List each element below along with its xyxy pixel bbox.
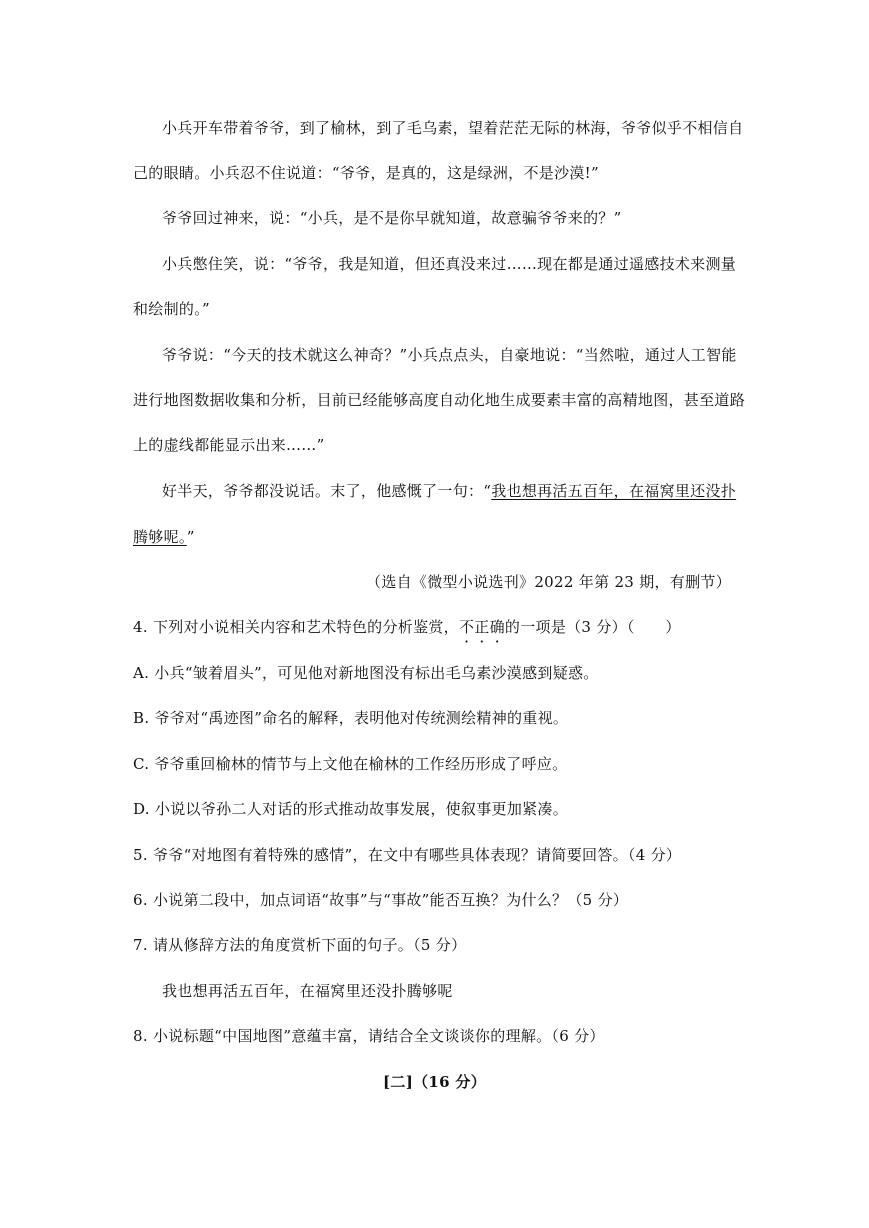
option-d: D. 小说以爷孙二人对话的形式推动故事发展，使叙事更加紧凑。 — [133, 800, 569, 818]
question-4-prefix: 4. 下列对小说相关内容和艺术特色的分析鉴赏， — [133, 618, 459, 636]
question-7-quote: 我也想再活五百年，在福窝里还没扑腾够呢 — [162, 982, 453, 1000]
emphasis-dot-char: 确 — [489, 618, 505, 636]
emphasis-dot-char: 正 — [474, 618, 490, 636]
story-paragraph-4-line-1: 爷爷说：“今天的技术就这么神奇？”小兵点点头，自豪地说：“当然啦，通过人工智能 — [162, 346, 737, 364]
story-paragraph-3-line-2: 和绘制的。” — [133, 300, 210, 318]
story-paragraph-1-line-2: 己的眼睛。小兵忍不住说道：“爷爷，是真的，这是绿洲，不是沙漠!” — [133, 164, 599, 182]
question-4 — [133, 616, 681, 638]
option-b: B. 爷爷对“禹迹图”命名的解释，表明他对传统测绘精神的重视。 — [133, 709, 569, 727]
option-a: A. 小兵“皱着眉头”，可见他对新地图没有标出毛乌素沙漠感到疑惑。 — [133, 664, 599, 682]
option-c: C. 爷爷重回榆林的情节与上文他在榆林的工作经历形成了呼应。 — [133, 755, 568, 773]
story-paragraph-5-line-1 — [162, 480, 736, 502]
question-6: 6. 小说第二段中，加点词语“故事”与“事故”能否互换？为什么？（5 分） — [133, 891, 629, 909]
story-paragraph-3-line-1: 小兵憋住笑，说：“爷爷，我是知道，但还真没来过……现在都是通过遥感技术来测量 — [162, 255, 737, 273]
source-citation: （选自《微型小说选刊》2022 年第 23 期，有删节） — [366, 573, 731, 591]
story-paragraph-4-line-3: 上的虚线都能显示出来……” — [133, 436, 325, 454]
story-paragraph-1-line-1: 小兵开车带着爷爷，到了榆林，到了毛乌素，望着茫茫无际的林海，爷爷似乎不相信自 — [162, 119, 744, 137]
question-4-suffix: 的一项是（3 分）（ ） — [504, 618, 681, 636]
question-7: 7. 请从修辞方法的角度赏析下面的句子。（5 分） — [133, 936, 467, 954]
closing-quote: ” — [186, 528, 195, 546]
story-paragraph-4-line-2: 进行地图数据收集和分析，目前已经能够高度自动化地生成要素丰富的高精地图，甚至道路 — [133, 391, 746, 409]
underlined-quote-end: 腾够呢。 — [133, 528, 187, 546]
question-8: 8. 小说标题“中国地图”意蕴丰富，请结合全文谈谈你的理解。（6 分） — [133, 1027, 605, 1045]
underlined-quote: 我也想再活五百年，在福窝里还没扑 — [491, 482, 737, 500]
question-5: 5. 爷爷“对地图有着特殊的感情”，在文中有哪些具体表现？请简要回答。（4 分） — [133, 846, 682, 864]
section-heading: [二]（16 分） — [383, 1073, 486, 1091]
story-paragraph-5-line-2 — [133, 526, 195, 548]
emphasis-dot-char: 不 — [458, 618, 475, 636]
story-paragraph-2: 爷爷回过神来，说：“小兵，是不是你早就知道，故意骗爷爷来的？” — [162, 209, 622, 227]
paragraph-5-text: 好半天，爷爷都没说话。末了，他感慨了一句：“ — [162, 482, 492, 500]
